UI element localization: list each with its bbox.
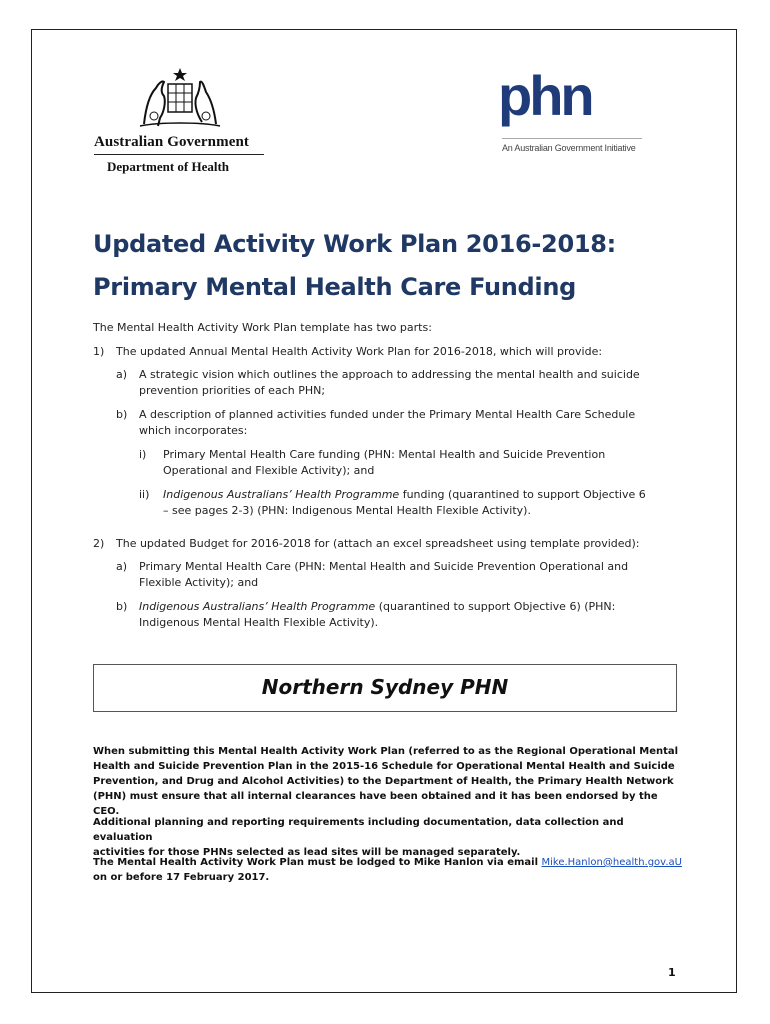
list-num-2b: b): [116, 600, 128, 613]
email-link[interactable]: Mike.Hanlon@health.gov.aU: [541, 857, 682, 868]
submission-note: [93, 744, 683, 819]
coat-of-arms-logo: [130, 66, 230, 132]
list-item-1bi-line2: Operational and Flexible Activity); and: [163, 464, 375, 477]
gov-divider: [94, 154, 264, 155]
gov-dept: Department of Health: [107, 159, 230, 174]
intro-text: The Mental Health Activity Work Plan template has two parts:: [93, 321, 432, 334]
phn-divider: [502, 138, 642, 139]
list-item-1b-line2: which incorporates:: [139, 424, 248, 437]
list-item-2b-line2: Indigenous Mental Health Flexible Activity).: [139, 616, 379, 629]
list-num-1bii: ii): [139, 488, 150, 501]
phn-name: Northern Sydney PHN: [261, 675, 509, 699]
list-num-2: 2): [93, 537, 105, 550]
list-item-1bii-line1: [163, 487, 646, 503]
list-item-1a-line2: prevention priorities of each PHN;: [139, 384, 326, 397]
phn-name-box: [93, 664, 677, 712]
list-item-1bii-rest: funding (quarantined to support Objective 6: [399, 488, 646, 501]
gov-name: Australian Government: [94, 134, 250, 150]
list-item-2b-line1: [139, 599, 615, 615]
note-line: on or before 17 February 2017.: [93, 872, 270, 883]
phn-logo: phn: [498, 64, 592, 127]
page-number: 1: [668, 966, 676, 979]
note-line: [93, 855, 683, 870]
note-line: (PHN) must ensure that all internal clearances have been obtained and it has been endorsed by the CEO.: [93, 791, 658, 817]
list-item-2a-line2: Flexible Activity); and: [139, 576, 259, 589]
list-item-1: The updated Annual Mental Health Activity Work Plan for 2016-2018, which will provide:: [116, 345, 603, 358]
phn-tagline: An Australian Government Initiative: [502, 143, 636, 153]
page-title-line1: Updated Activity Work Plan 2016-2018:: [93, 230, 616, 258]
note-line: Prevention, and Drug and Alcohol Activities) to the Department of Health, the Primary Health Network: [93, 776, 674, 787]
list-item-1bi-line1: Primary Mental Health Care funding (PHN: Mental Health and Suicide Prevention: [163, 448, 606, 461]
programme-name-italic: Indigenous Australians’ Health Programme: [163, 488, 400, 501]
lodgement-text: The Mental Health Activity Work Plan must be lodged to Mike Hanlon via email: [93, 857, 542, 868]
list-num-2a: a): [116, 560, 128, 573]
list-item-2: The updated Budget for 2016-2018 for (attach an excel spreadsheet using template provided):: [116, 537, 640, 550]
list-num-1a: a): [116, 368, 128, 381]
list-item-1bii-line2: – see pages 2-3) (PHN: Indigenous Mental Health Flexible Activity).: [163, 504, 531, 517]
list-item-1b-line1: A description of planned activities funded under the Primary Mental Health Care Schedule: [139, 408, 636, 421]
note-line: Health and Suicide Prevention Plan in the 2015-16 Schedule for Operational Mental Health and Suicide: [93, 761, 675, 772]
list-item-2b-rest: (quarantined to support Objective 6) (PHN:: [375, 600, 616, 613]
note-line: When submitting this Mental Health Activity Work Plan (referred to as the Regional Operational Mental: [93, 746, 679, 757]
list-item-2a-line1: Primary Mental Health Care (PHN: Mental Health and Suicide Prevention Operational and: [139, 560, 629, 573]
additional-requirements-note: [93, 815, 683, 860]
list-num-1: 1): [93, 345, 105, 358]
list-item-1a-line1: A strategic vision which outlines the approach to addressing the mental health and suicide: [139, 368, 640, 381]
programme-name-italic: Indigenous Australians’ Health Programme: [139, 600, 376, 613]
note-line: activities for those PHNs selected as lead sites will be managed separately.: [93, 847, 521, 858]
lodgement-note: [93, 855, 683, 885]
note-line: Additional planning and reporting requirements including documentation, data collection and evaluation: [93, 817, 624, 843]
list-num-1b: b): [116, 408, 128, 421]
page-title-line2: Primary Mental Health Care Funding: [93, 273, 577, 301]
list-num-1bi: i): [139, 448, 147, 461]
